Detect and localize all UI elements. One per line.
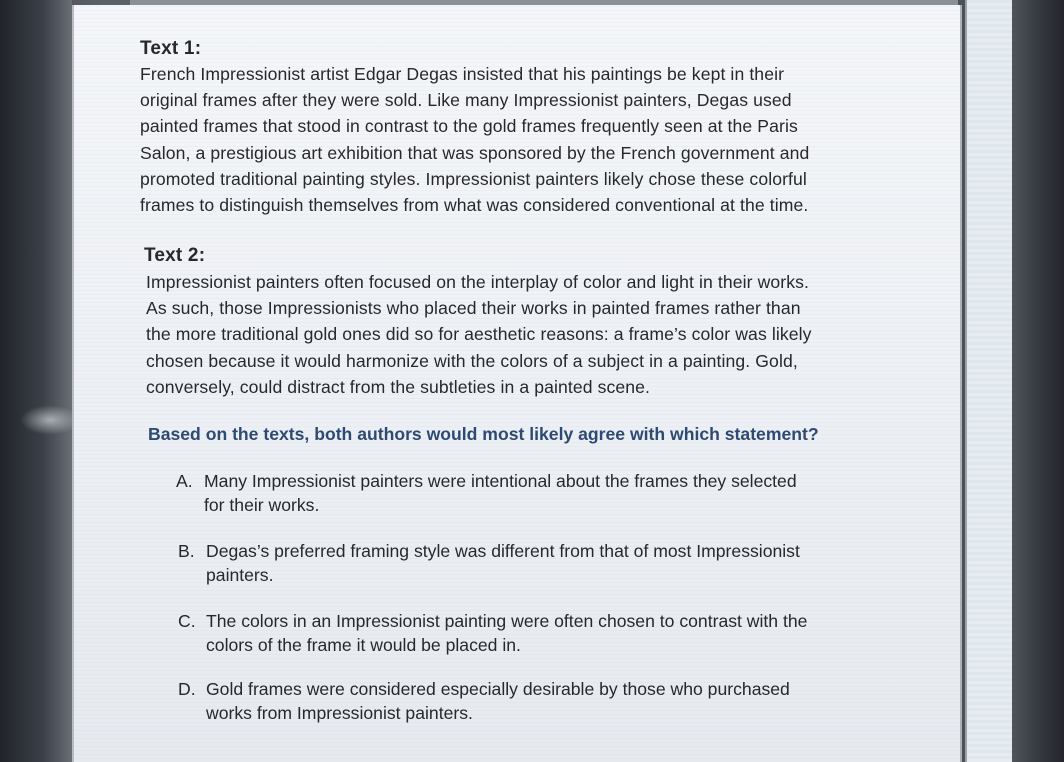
option-text xyxy=(206,677,866,725)
option-line: Many Impressionist painters were intentional about the frames they selected xyxy=(204,471,797,491)
option-letter: B. xyxy=(178,541,195,561)
answer-option-c[interactable] xyxy=(178,609,878,661)
answer-option-a[interactable] xyxy=(176,469,876,521)
question-prompt: Based on the texts, both authors would most likely agree with which statement? xyxy=(148,424,819,444)
text1-line: French Impressionist artist Edgar Degas insisted that his paintings be kept in their xyxy=(140,64,785,84)
option-line: The colors in an Impressionist painting were often chosen to contrast with the xyxy=(206,611,808,631)
text1-line: Salon, a prestigious art exhibition that was sponsored by the French government and xyxy=(140,142,810,163)
option-text xyxy=(204,469,864,517)
option-text xyxy=(206,539,866,587)
option-letter: A. xyxy=(176,471,193,491)
text2-passage xyxy=(146,269,886,400)
question-card xyxy=(72,5,962,762)
option-line: for their works. xyxy=(204,495,320,515)
text2-line: conversely, could distract from the subtleties in a painted scene. xyxy=(146,376,651,397)
option-line: works from Impressionist painters. xyxy=(206,703,473,723)
screen-glare xyxy=(20,405,80,435)
text1-line: promoted traditional painting styles. Impressionist painters likely chose these colorful xyxy=(140,168,807,189)
text2-heading: Text 2: xyxy=(144,245,206,266)
answer-option-d[interactable] xyxy=(178,677,878,729)
text1-line: frames to distinguish themselves from what was considered conventional at the time. xyxy=(140,195,809,216)
screen-left-edge xyxy=(0,0,72,762)
text1-line: original frames after they were sold. Like many Impressionist painters, Degas used xyxy=(140,90,792,111)
text2-line: As such, those Impressionists who placed their works in painted frames rather than xyxy=(146,298,801,319)
option-line: painters. xyxy=(206,565,274,585)
text2-line: Impressionist painters often focused on the interplay of color and light in their works. xyxy=(146,272,810,292)
option-line: colors of the frame it would be placed in. xyxy=(206,635,521,655)
text2-line: the more traditional gold ones did so for aesthetic reasons: a frame’s color was likely xyxy=(146,324,812,345)
text1-passage xyxy=(140,61,880,218)
option-letter: D. xyxy=(178,679,196,699)
option-line: Gold frames were considered especially desirable by those who purchased xyxy=(206,679,790,699)
text1-line: painted frames that stood in contrast to the gold frames frequently seen at the Paris xyxy=(140,116,798,137)
text1-heading: Text 1: xyxy=(140,38,202,59)
option-letter: C. xyxy=(178,611,196,631)
option-line: Degas’s preferred framing style was different from that of most Impressionist xyxy=(206,541,800,561)
answer-option-b[interactable] xyxy=(178,539,878,591)
adjacent-panel xyxy=(965,0,1012,762)
option-text xyxy=(206,609,866,657)
text2-line: chosen because it would harmonize with the colors of a subject in a painting. Gold, xyxy=(146,350,798,371)
